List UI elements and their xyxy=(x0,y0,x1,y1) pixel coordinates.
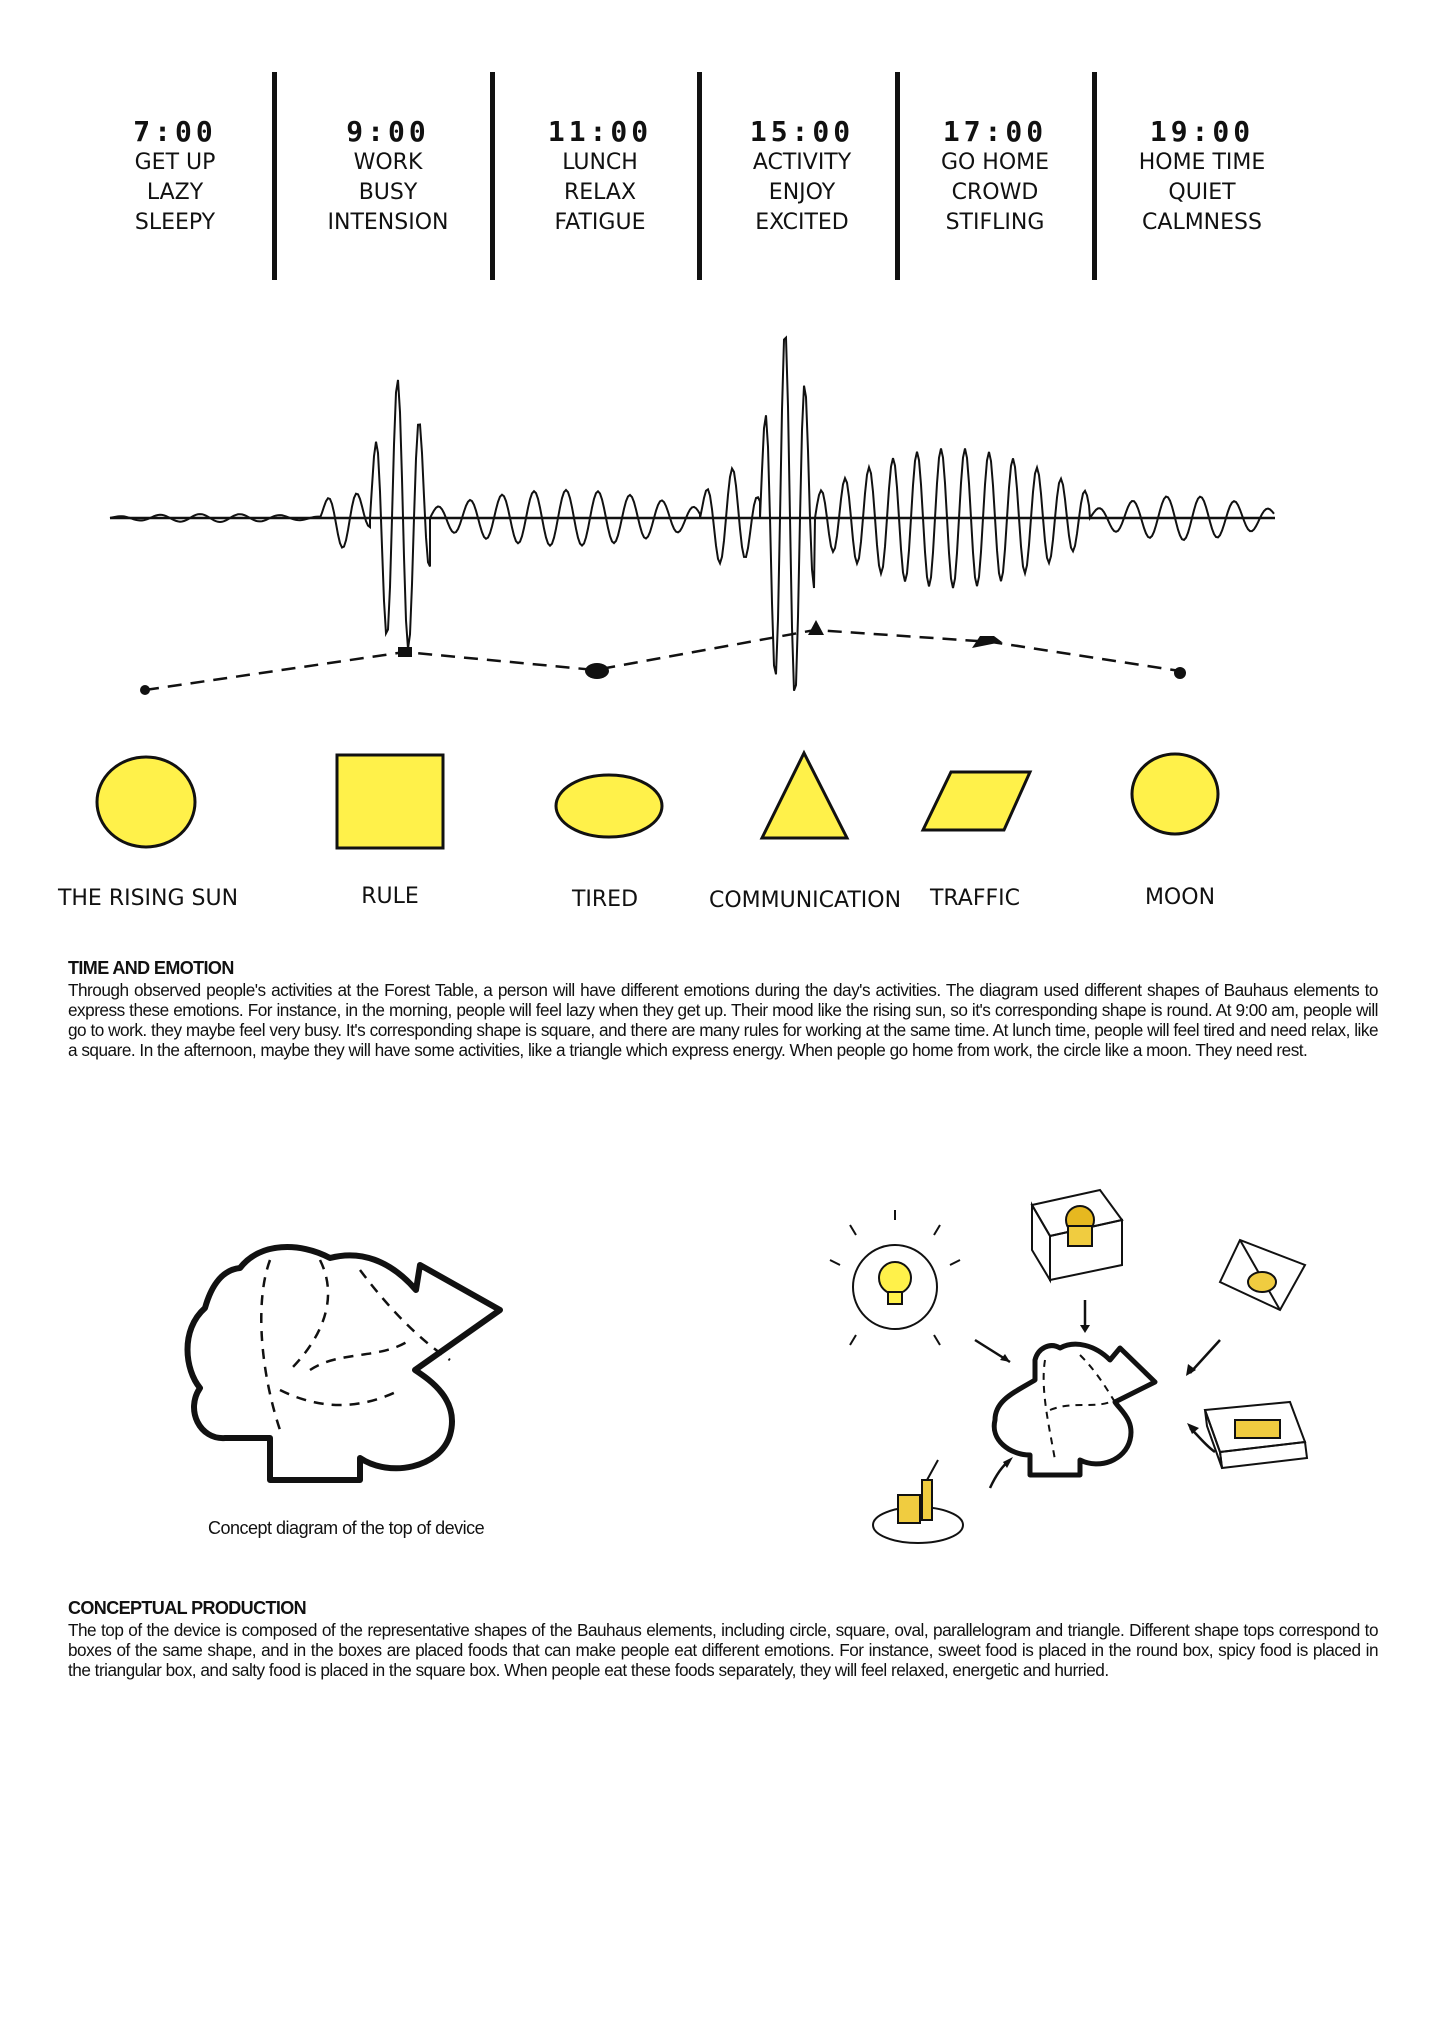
emotion-label: STIFLING xyxy=(945,210,1045,235)
rule-square xyxy=(337,755,443,848)
shape-label-moon: MOON xyxy=(1144,885,1216,910)
marker-triangle xyxy=(808,620,824,635)
time-label: 17:00 xyxy=(942,115,1048,148)
muffin-box-icon xyxy=(1032,1190,1122,1280)
arrow-head xyxy=(1080,1325,1090,1333)
arrow-head xyxy=(1187,1423,1199,1434)
communication-triangle xyxy=(762,753,847,838)
emotion-label: FATIGUE xyxy=(554,210,646,235)
marker-parallelogram xyxy=(972,636,1002,648)
state-label: LAZY xyxy=(146,180,204,205)
shape-label-traffic: TRAFFIC xyxy=(929,886,1021,911)
tired-oval xyxy=(556,775,662,837)
time-label: 19:00 xyxy=(1149,115,1255,148)
state-label: ENJOY xyxy=(768,180,836,205)
marker-dot xyxy=(140,685,150,695)
shape-label-rising-sun: THE RISING SUN xyxy=(57,886,239,911)
activity-label: HOME TIME xyxy=(1138,150,1266,175)
section-body-time-emotion: Through observed people's activities at the Forest Table, a person will have different emotions during the day's activities. The diagram used different shapes of Bauhaus elements to express these emotions. For instance, in the morning, people will feel lazy when they get up. Their mood like the rising sun, so it's corresponding shape is round. At 9:00 am, people will go to work. they maybe feel very busy. It's corresponding shape is square, and there are many rules for working at the same time. At lunch time, people will feel tired and need relax, like a square. In the afternoon, maybe they will have some activities, like a triangle which express energy. When people go home from work, the circle like a moon. They need rest. xyxy=(68,980,1378,1060)
bauhaus-shapes xyxy=(0,740,1439,860)
shape-label-rule: RULE xyxy=(361,884,419,909)
concept-diagram-top xyxy=(160,1220,580,1500)
rising-sun-circle xyxy=(97,757,195,847)
dashed-inner-shapes xyxy=(261,1260,450,1430)
activity-label: WORK xyxy=(353,150,423,175)
time-label: 11:00 xyxy=(547,115,653,148)
activity-label: LUNCH xyxy=(562,150,638,175)
shape-label-tired: TIRED xyxy=(571,887,639,912)
emotion-label: SLEEPY xyxy=(134,210,216,235)
state-label: QUIET xyxy=(1168,180,1236,205)
time-label: 15:00 xyxy=(749,115,855,148)
marker-oval xyxy=(585,663,609,679)
arrow-head xyxy=(1186,1364,1196,1376)
activity-label: ACTIVITY xyxy=(752,150,852,175)
concept-production-illustration xyxy=(810,1170,1370,1570)
food-plate-icon xyxy=(873,1460,963,1543)
state-label: CROWD xyxy=(951,180,1039,205)
marker-square xyxy=(398,647,412,657)
traffic-parallelogram xyxy=(923,772,1030,830)
state-label: BUSY xyxy=(358,180,418,205)
moon-circle xyxy=(1132,754,1218,834)
outline-shape xyxy=(188,1247,501,1480)
concept-diagram-caption: Concept diagram of the top of device xyxy=(208,1518,485,1538)
emotion-label: EXCITED xyxy=(755,210,849,235)
marker-dot xyxy=(1174,667,1186,679)
section-body-conceptual-production: The top of the device is composed of the representative shapes of the Bauhaus elements, including circle, square, oval, parallelogram and triangle. Different shape tops correspond to boxes of the same shape, and in the boxes are placed foods that can make people eat different emotions. For instance, sweet food is placed in the round box, spicy food is placed in the triangular box, and salty food is placed in the square box. When people eat these foods separately, they will feel relaxed, energetic and hurried. xyxy=(68,1620,1378,1680)
activity-label: GET UP xyxy=(134,150,216,175)
device-outline xyxy=(994,1344,1155,1475)
activity-label: GO HOME xyxy=(940,150,1050,175)
fries-box-icon xyxy=(1205,1402,1307,1468)
emotion-label: CALMNESS xyxy=(1142,210,1262,235)
emotion-label: INTENSION xyxy=(327,210,449,235)
light-bulb-icon xyxy=(830,1210,960,1345)
emotion-waveform xyxy=(0,0,1439,720)
device-inner-dashes xyxy=(1044,1355,1120,1460)
waveform-line xyxy=(110,338,1274,691)
section-heading-time-emotion: TIME AND EMOTION xyxy=(68,958,234,978)
time-label: 9:00 xyxy=(346,115,430,148)
arrow xyxy=(1190,1340,1220,1373)
section-heading-conceptual-production: CONCEPTUAL PRODUCTION xyxy=(68,1598,307,1618)
state-label: RELAX xyxy=(563,180,637,205)
chicken-triangle-box-icon xyxy=(1220,1240,1305,1310)
time-label: 7:00 xyxy=(133,115,217,148)
shape-label-communication: COMMUNICATION xyxy=(708,888,902,913)
emotion-dashed-path xyxy=(145,630,1180,690)
